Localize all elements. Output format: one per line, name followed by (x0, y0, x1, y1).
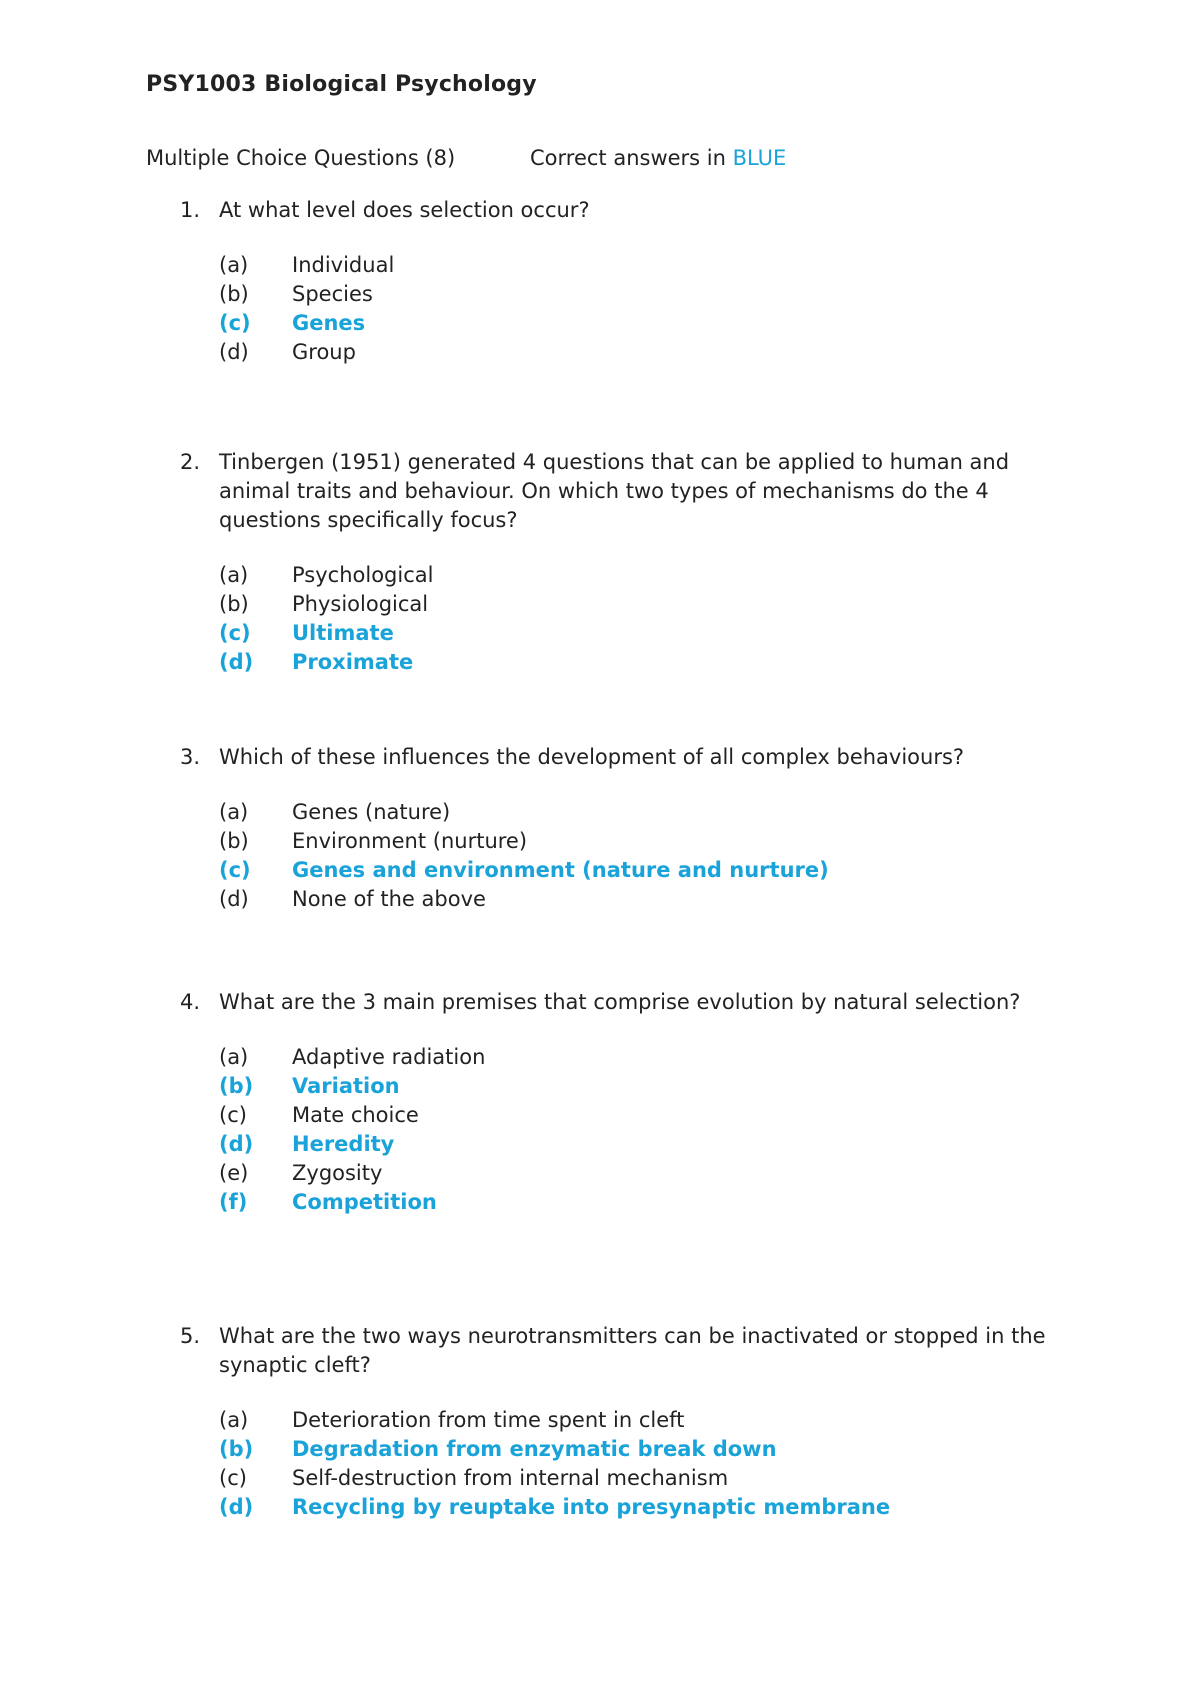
question-text: Tinbergen (1951) generated 4 questions that can be applied to human and animal traits and behaviour. On which two types of mechanisms do the 4 questions specifically focus? (219, 450, 1010, 532)
option-b (219, 590, 1080, 619)
option-text: Heredity (292, 1132, 395, 1156)
option-letter: (c) (219, 1466, 247, 1490)
subtitle: Multiple Choice Questions (8) (146, 146, 456, 170)
option-text: Proximate (292, 650, 414, 674)
option-d (219, 885, 1080, 914)
option-a (219, 251, 1080, 280)
option-letter: (b) (219, 282, 249, 306)
option-letter: (b) (219, 829, 249, 853)
option-c-correct (219, 309, 1080, 338)
option-text: Deterioration from time spent in cleft (292, 1408, 685, 1432)
question-number: 3. (180, 745, 201, 769)
option-b-correct (219, 1435, 1080, 1464)
option-b-correct (219, 1072, 1080, 1101)
document-title: PSY1003 Biological Psychology (146, 72, 537, 97)
option-text: Genes (nature) (292, 800, 451, 824)
option-text: Psychological (292, 563, 434, 587)
option-text: Species (292, 282, 373, 306)
option-a (219, 798, 1080, 827)
option-a (219, 1406, 1080, 1435)
option-text: Group (292, 340, 356, 364)
option-text: Adaptive radiation (292, 1045, 486, 1069)
option-text: Individual (292, 253, 395, 277)
answers-note: Correct answers in (530, 146, 726, 170)
option-letter: (a) (219, 800, 249, 824)
option-text: None of the above (292, 887, 486, 911)
option-letter: (b) (219, 1437, 254, 1461)
option-text: Physiological (292, 592, 429, 616)
option-letter: (d) (219, 650, 254, 674)
option-d-correct (219, 1130, 1080, 1159)
option-text: Ultimate (292, 621, 394, 645)
option-text: Genes (292, 311, 366, 335)
option-letter: (e) (219, 1161, 249, 1185)
option-text: Competition (292, 1190, 437, 1214)
subtitle-row (146, 146, 786, 170)
option-d-correct (219, 1493, 1080, 1522)
option-list (219, 798, 1080, 914)
question-3 (180, 743, 1080, 914)
option-text: Zygosity (292, 1161, 383, 1185)
option-a (219, 561, 1080, 590)
option-text: Mate choice (292, 1103, 419, 1127)
option-d (219, 338, 1080, 367)
option-letter: (f) (219, 1190, 248, 1214)
question-text: What are the two ways neurotransmitters can be inactivated or stopped in the synaptic cleft? (219, 1324, 1046, 1377)
question-text: What are the 3 main premises that comprise evolution by natural selection? (219, 990, 1021, 1014)
question-5 (180, 1322, 1080, 1522)
option-letter: (b) (219, 592, 249, 616)
option-letter: (c) (219, 1103, 247, 1127)
option-c (219, 1464, 1080, 1493)
option-b (219, 280, 1080, 309)
option-letter: (b) (219, 1074, 254, 1098)
option-letter: (a) (219, 1408, 249, 1432)
option-text: Recycling by reuptake into presynaptic membrane (292, 1495, 891, 1519)
option-letter: (c) (219, 858, 251, 882)
option-text: Degradation from enzymatic break down (292, 1437, 777, 1461)
option-letter: (d) (219, 340, 249, 364)
question-number: 1. (180, 198, 201, 222)
option-text: Variation (292, 1074, 400, 1098)
option-letter: (c) (219, 311, 251, 335)
question-number: 2. (180, 450, 201, 474)
option-list (219, 1406, 1080, 1522)
option-letter: (d) (219, 887, 249, 911)
option-f-correct (219, 1188, 1080, 1217)
option-list (219, 1043, 1080, 1217)
option-letter: (d) (219, 1495, 254, 1519)
option-list (219, 251, 1080, 367)
question-number: 5. (180, 1324, 201, 1348)
option-c-correct (219, 856, 1080, 885)
option-c (219, 1101, 1080, 1130)
question-2 (180, 448, 1080, 677)
question-text: Which of these influences the development of all complex behaviours? (219, 745, 965, 769)
option-d-correct (219, 648, 1080, 677)
option-a (219, 1043, 1080, 1072)
option-letter: (a) (219, 563, 249, 587)
question-1 (180, 196, 1080, 367)
option-b (219, 827, 1080, 856)
option-text: Genes and environment (nature and nurture) (292, 858, 829, 882)
option-e (219, 1159, 1080, 1188)
option-text: Environment (nurture) (292, 829, 528, 853)
option-letter: (d) (219, 1132, 254, 1156)
question-number: 4. (180, 990, 201, 1014)
option-c-correct (219, 619, 1080, 648)
option-letter: (a) (219, 1045, 249, 1069)
option-list (219, 561, 1080, 677)
option-text: Self-destruction from internal mechanism (292, 1466, 729, 1490)
option-letter: (c) (219, 621, 251, 645)
question-text: At what level does selection occur? (219, 198, 590, 222)
answers-highlight: BLUE (732, 146, 787, 170)
question-4 (180, 988, 1080, 1217)
option-letter: (a) (219, 253, 249, 277)
